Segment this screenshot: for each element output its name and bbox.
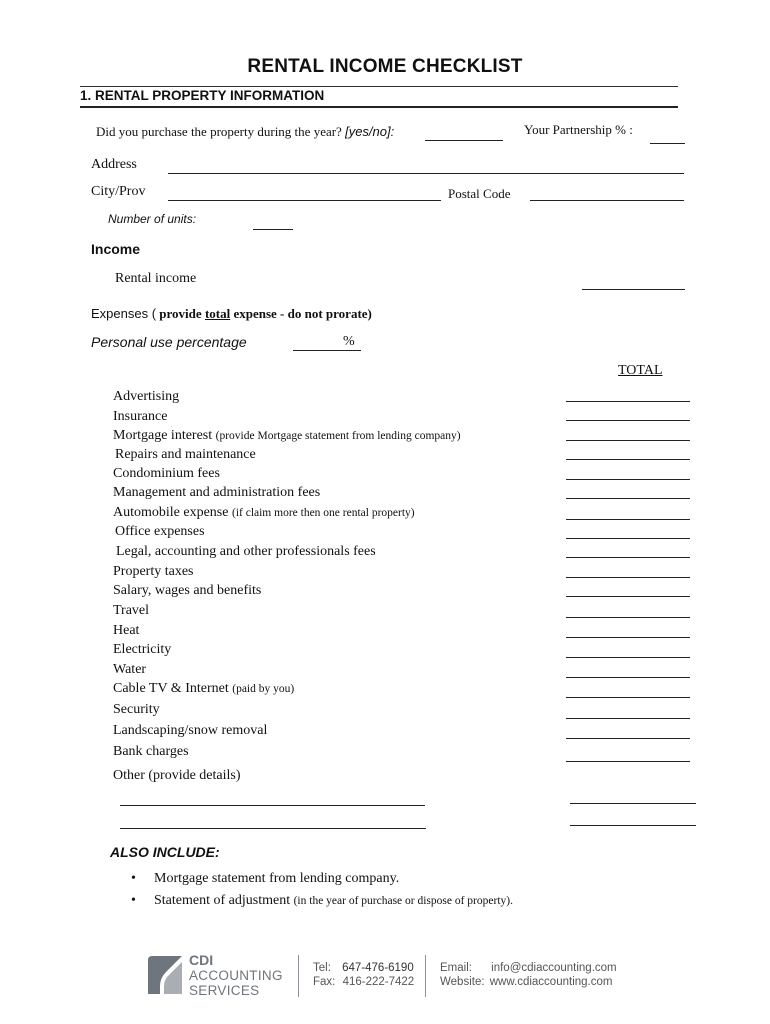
- expense-item-landscaping: Landscaping/snow removal: [113, 723, 268, 738]
- footer-divider-2: [425, 955, 426, 997]
- footer-website-value[interactable]: www.cdiaccounting.com: [489, 976, 613, 988]
- footer-tel-label: Tel:: [313, 962, 331, 974]
- expense-field-cable[interactable]: [566, 697, 690, 698]
- footer-fax: [313, 976, 414, 988]
- section-rule-top: [80, 86, 678, 87]
- logo-text-services: SERVICES: [189, 983, 260, 998]
- expenses-label-prefix: Expenses (: [91, 306, 157, 321]
- page-title: RENTAL INCOME CHECKLIST: [247, 56, 523, 77]
- expense-item-legal: Legal, accounting and other professionals fees: [116, 544, 376, 559]
- also-include-item-2: [154, 893, 513, 909]
- footer-email-label: Email:: [440, 962, 472, 974]
- rental-income-field[interactable]: [582, 289, 685, 290]
- expense-field-heat[interactable]: [566, 637, 690, 638]
- address-label: Address: [91, 157, 137, 172]
- expense-field-security[interactable]: [566, 718, 690, 719]
- section-heading: 1. RENTAL PROPERTY INFORMATION: [80, 88, 325, 103]
- other-details-line-1[interactable]: [120, 805, 425, 806]
- expense-field-electricity[interactable]: [566, 657, 690, 658]
- units-field[interactable]: [253, 229, 293, 230]
- expense-field-office[interactable]: [566, 538, 690, 539]
- expense-item-electricity: Electricity: [113, 642, 172, 657]
- partnership-label: Your Partnership % :: [524, 122, 633, 137]
- expense-item-insurance: Insurance: [113, 409, 168, 424]
- purchase-question-text: Did you purchase the property during the year?: [96, 124, 342, 139]
- expense-item-cable-label: Cable TV & Internet: [113, 681, 229, 696]
- expense-field-mortgage[interactable]: [566, 440, 690, 441]
- expense-item-other: Other (provide details): [113, 768, 241, 783]
- cityprov-label: City/Prov: [91, 184, 146, 199]
- expense-item-repairs: Repairs and maintenance: [115, 447, 256, 462]
- expenses-label-total: total: [204, 306, 231, 321]
- expense-item-travel: Travel: [113, 603, 150, 618]
- expense-item-cable: [113, 681, 294, 697]
- bullet-2: •: [131, 893, 136, 908]
- other-details-line-2[interactable]: [120, 828, 426, 829]
- expense-item-automobile-note: (if claim more then one rental property): [231, 507, 415, 519]
- also-include-item-1: Mortgage statement from lending company.: [154, 871, 400, 886]
- postal-code-label: Postal Code: [448, 186, 511, 201]
- expense-field-management[interactable]: [566, 498, 690, 499]
- personal-use-field[interactable]: [293, 350, 361, 351]
- expense-item-security: Security: [113, 702, 160, 717]
- expense-item-mortgage-note: (provide Mortgage statement from lending company): [215, 430, 461, 442]
- expense-item-automobile: [113, 505, 415, 521]
- purchase-answer-field[interactable]: [425, 140, 503, 141]
- expenses-label-suffix: expense - do not prorate): [233, 306, 372, 321]
- expense-item-property-taxes: Property taxes: [113, 564, 194, 579]
- expense-field-automobile[interactable]: [566, 519, 690, 520]
- logo-text-accounting: ACCOUNTING: [189, 968, 283, 983]
- expense-item-cable-note: (paid by you): [232, 683, 295, 695]
- footer-email-value[interactable]: info@cdiaccounting.com: [491, 962, 617, 974]
- expense-item-advertising: Advertising: [113, 389, 180, 404]
- expense-field-advertising[interactable]: [566, 401, 690, 402]
- expense-field-repairs[interactable]: [566, 459, 690, 460]
- also-include-item-2-note: (in the year of purchase or dispose of property).: [293, 895, 513, 907]
- footer-website-label: Website:: [440, 976, 485, 988]
- postal-code-field[interactable]: [530, 200, 684, 201]
- units-label: Number of units:: [108, 212, 197, 226]
- expense-field-bank-charges[interactable]: [566, 761, 690, 762]
- expense-item-office: Office expenses: [115, 524, 205, 539]
- expense-field-property-taxes[interactable]: [566, 577, 690, 578]
- footer-tel: [313, 962, 414, 974]
- bullet-1: •: [131, 871, 136, 886]
- cdi-logo-icon: [146, 954, 184, 996]
- expense-field-condominium[interactable]: [566, 479, 690, 480]
- other-amount-field-2[interactable]: [570, 825, 696, 826]
- partnership-field[interactable]: [650, 143, 685, 144]
- footer-website: [440, 976, 612, 988]
- also-include-item-2-main: Statement of adjustment: [154, 893, 291, 908]
- footer-tel-value[interactable]: 647-476-6190: [342, 962, 414, 974]
- other-amount-field-1[interactable]: [570, 803, 696, 804]
- expenses-label-provide: provide: [159, 306, 202, 321]
- expense-item-mortgage: [113, 428, 461, 444]
- expense-field-legal[interactable]: [566, 557, 690, 558]
- section-rule-bottom: [80, 106, 678, 108]
- cityprov-field[interactable]: [168, 200, 441, 201]
- also-include-heading: ALSO INCLUDE:: [110, 844, 220, 860]
- personal-use-label: Personal use percentage: [91, 334, 247, 350]
- expense-field-salary[interactable]: [566, 596, 690, 597]
- expense-item-management: Management and administration fees: [113, 485, 321, 500]
- purchase-question: [96, 124, 394, 140]
- expense-field-travel[interactable]: [566, 617, 690, 618]
- income-heading: Income: [91, 241, 141, 257]
- expense-item-mortgage-label: Mortgage interest: [113, 428, 213, 443]
- purchase-hint: [yes/no]:: [345, 124, 395, 139]
- expense-item-automobile-label: Automobile expense: [113, 505, 229, 520]
- total-header: TOTAL: [618, 363, 663, 378]
- expense-item-heat: Heat: [113, 623, 140, 638]
- footer-fax-label: Fax:: [313, 976, 336, 988]
- footer-fax-value: 416-222-7422: [342, 976, 415, 988]
- address-field[interactable]: [168, 173, 684, 174]
- expenses-label: [91, 306, 372, 322]
- expense-field-water[interactable]: [566, 677, 690, 678]
- expense-field-landscaping[interactable]: [566, 738, 690, 739]
- percent-symbol: %: [343, 334, 355, 349]
- expense-field-insurance[interactable]: [566, 420, 690, 421]
- expense-item-condominium: Condominium fees: [113, 466, 220, 481]
- footer-email: [440, 962, 617, 974]
- rental-income-label: Rental income: [115, 271, 197, 286]
- expense-item-salary: Salary, wages and benefits: [113, 583, 262, 598]
- expense-item-bank-charges: Bank charges: [113, 744, 189, 759]
- footer-divider-1: [298, 955, 299, 997]
- expense-item-water: Water: [113, 662, 147, 677]
- logo-text-cdi: CDI: [189, 952, 214, 968]
